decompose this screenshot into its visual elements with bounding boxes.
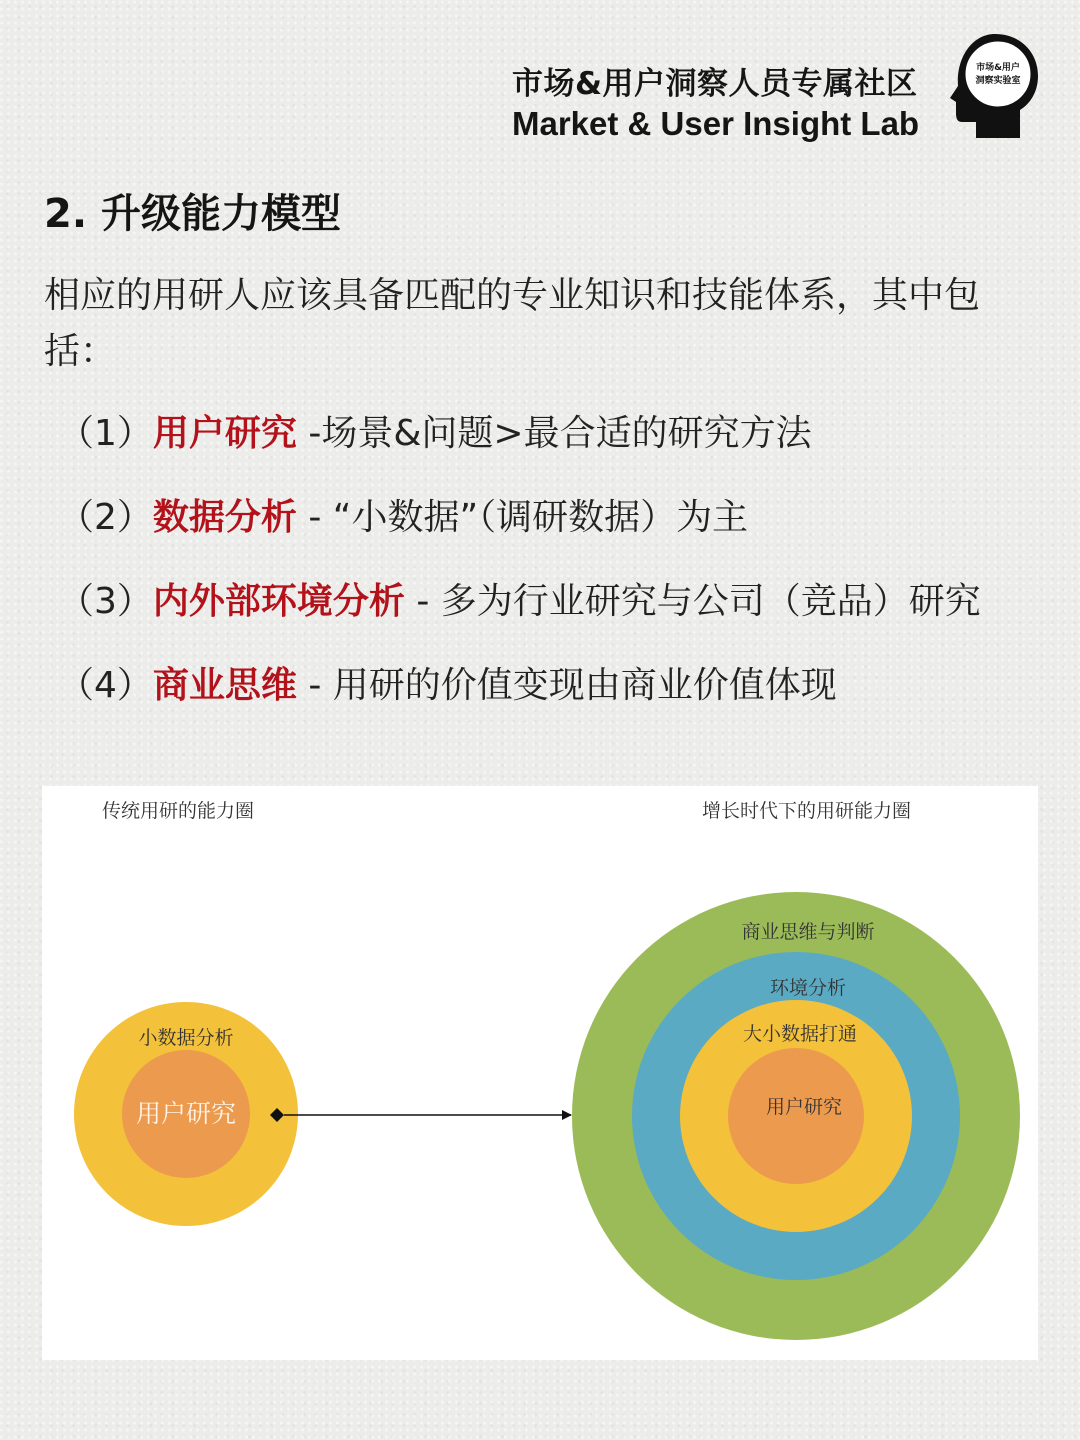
item-number: （3） <box>58 581 153 622</box>
left-outer-label: 小数据分析 <box>138 1027 234 1049</box>
head-logo-icon <box>948 30 1042 142</box>
diagram-canvas <box>42 786 1038 1360</box>
left-inner-label: 用户研究 <box>135 1099 237 1128</box>
item-number: （2） <box>58 497 153 538</box>
list-item <box>58 404 1058 488</box>
item-keyword: 数据分析 <box>152 497 297 538</box>
section-title: 2. 升级能力模型 <box>44 191 341 237</box>
right-diagram-title: 增长时代下的用研能力圈 <box>702 800 912 822</box>
brand-name-en: Market & User Insight Lab <box>512 105 920 142</box>
capability-circle-diagram <box>42 786 1038 1360</box>
left-diagram-title: 传统用研的能力圈 <box>102 800 255 822</box>
brand-block <box>512 64 942 144</box>
item-description: - 多为行业研究与公司（竞品）研究 <box>404 581 981 622</box>
item-number: （1） <box>58 413 153 454</box>
item-keyword: 商业思维 <box>152 665 297 706</box>
list-item <box>58 572 1058 656</box>
ring2-label: 环境分析 <box>769 977 847 999</box>
item-description: - 用研的价值变现由商业价值体现 <box>296 665 837 706</box>
list-item <box>58 488 1058 572</box>
ring3-label: 大小数据打通 <box>742 1023 858 1045</box>
logo-text-1: 市场&用户 <box>976 63 1020 73</box>
item-keyword: 用户研究 <box>152 413 297 454</box>
ring1-label: 商业思维与判断 <box>741 921 875 943</box>
list-item <box>58 656 1058 740</box>
item-description: -场景&问题>最合适的研究方法 <box>296 413 812 454</box>
logo-text-2: 洞察实验室 <box>975 76 1021 86</box>
intro-paragraph: 相应的用研人应该具备匹配的专业知识和技能体系，其中包括： <box>44 275 981 372</box>
brand-name-cn: 市场&用户洞察人员专属社区 <box>512 66 918 102</box>
capability-list <box>58 404 1058 740</box>
item-number: （4） <box>58 665 153 706</box>
core-label: 用户研究 <box>765 1096 843 1118</box>
item-description: - “小数据”（调研数据）为主 <box>296 497 749 538</box>
item-keyword: 内外部环境分析 <box>152 581 405 622</box>
